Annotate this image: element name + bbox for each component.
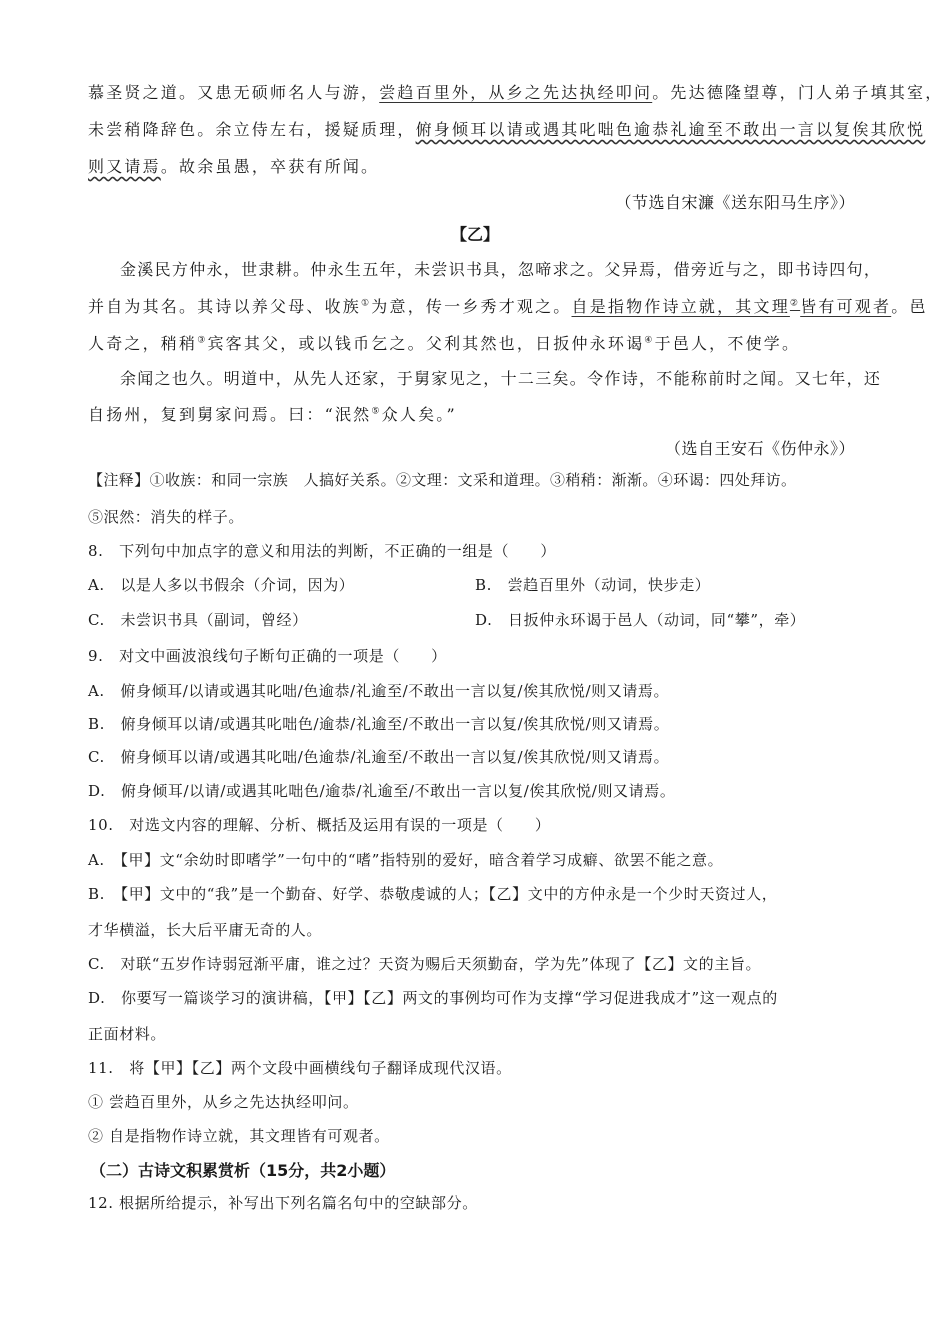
q8-option-c[interactable]: C. 未尝识书具（副词，曾经） <box>88 611 308 629</box>
yi-text: 并自为其名。其诗以养父母、收族 <box>88 297 362 316</box>
jia-line-1-text: 慕圣贤之道。又患无硕师名人与游， <box>88 83 380 102</box>
q11-stem: 11. 将【甲】【乙】两个文段中画横线句子翻译成现代汉语。 <box>88 1059 512 1077</box>
q9-option-d[interactable]: D. 俯身倾耳/以请/或遇其叱咄色/逾恭/礼逾至/不敢出一言以复/俟其欣悦/则又请焉。 <box>88 782 676 800</box>
q9-option-c[interactable]: C. 俯身倾耳以请/或遇其叱咄/色逾恭/礼逾至/不敢出一言以复/俟其欣悦/则又请焉。 <box>88 748 670 766</box>
q10-stem: 10. 对选文内容的理解、分析、概括及运用有误的一项是（ ） <box>88 816 551 834</box>
q10-option-d-line-1[interactable]: D. 你要写一篇谈学习的演讲稿，【甲】【乙】两文的事例均可作为支撑“学习促进我成才”这一观点的 <box>88 989 778 1007</box>
yi-text: 宾客其父，或以钱币乞之。父利其然也，日扳仲永环谒 <box>207 334 645 353</box>
q9-option-a[interactable]: A. 俯身倾耳/以请或遇其叱咄/色逾恭/礼逾至/不敢出一言以复/俟其欣悦/则又请焉。 <box>88 682 670 700</box>
note-marker-5: ⑤ <box>371 406 382 417</box>
note-marker-1: ① <box>361 298 372 309</box>
q8-option-b[interactable]: B. 尝趋百里外（动词，快步走） <box>475 576 711 594</box>
jia-line-2-text: 未尝稍降辞色。余立侍左右，援疑质理， <box>88 120 416 139</box>
notes-line-1: 【注释】①收族：和同一宗族 人搞好关系。②文理：文采和道理。③稍稍：渐渐。④环谒：四处拜访。 <box>88 471 797 489</box>
q10-option-c[interactable]: C. 对联“五岁作诗弱冠渐平庸，谁之过？天资为赐后天须勤奋，学为先”体现了【乙】文的主旨。 <box>88 955 762 973</box>
q8-stem: 8. 下列句中加点字的意义和用法的判断，不正确的一组是（ ） <box>88 542 556 560</box>
q10-option-d-line-2: 正面材料。 <box>88 1025 167 1043</box>
q10-option-b-line-1[interactable]: B. 【甲】文中的“我”是一个勤奋、好学、恭敬虔诚的人；【乙】文中的方仲永是一个少时天资过人， <box>88 885 778 903</box>
jia-wavy-sentence: 俯身倾耳以请或遇其叱咄色逾恭礼逾至不敢出一言以复俟其欣悦 <box>415 120 926 139</box>
yi-heading: 【乙】 <box>450 225 499 244</box>
notes-line-2: ⑤泯然：消失的样子。 <box>88 508 245 526</box>
q8-option-d[interactable]: D. 日扳仲永环谒于邑人（动词，同“攀”，牵） <box>475 611 806 629</box>
q11-sentence-1: ① 尝趋百里外，从乡之先达执经叩问。 <box>88 1093 359 1111</box>
section-2-title: （二）古诗文积累赏析（15分，共2小题） <box>90 1161 396 1180</box>
yi-underlined-sentence: 自是指物作诗立就，其文理 <box>571 297 790 316</box>
yi-text: 于邑人，不使学。 <box>654 334 801 353</box>
yi-text: 为意，传一乡秀才观之。 <box>371 297 572 316</box>
q8-option-a[interactable]: A. 以是人多以书假余（介词，因为） <box>88 576 355 594</box>
note-marker-3: ③ <box>197 335 208 346</box>
yi-paragraph-2-line-1: 余闻之也久。明道中，从先人还家，于舅家见之，十二三矣。令作诗，不能称前时之闻。又七年，还 <box>120 369 882 388</box>
yi-paragraph-1-line-2 <box>88 294 928 317</box>
note-marker-4: ④ <box>644 335 655 346</box>
yi-underlined-sentence-end: 皆有可观者 <box>800 297 892 316</box>
q12-stem: 12. 根据所给提示，补写出下列名篇名句中的空缺部分。 <box>88 1194 478 1212</box>
jia-line-1-tail: 。先达德隆望尊，门人弟子填其室， <box>652 83 944 102</box>
yi-text: 。邑 <box>891 297 928 316</box>
yi-paragraph-2-line-2 <box>88 402 457 425</box>
yi-text: 众人矣。” <box>381 405 457 424</box>
q9-stem: 9. 对文中画波浪线句子断句正确的一项是（ ） <box>88 647 447 665</box>
yi-text: 自扬州，复到舅家问焉。曰：“泯然 <box>88 405 372 424</box>
yi-text: 人奇之，稍稍 <box>88 334 198 353</box>
q9-option-b[interactable]: B. 俯身倾耳以请/或遇其叱咄色/逾恭/礼逾至/不敢出一言以复/俟其欣悦/则又请焉。 <box>88 715 670 733</box>
q11-sentence-2: ② 自是指物作诗立就，其文理皆有可观者。 <box>88 1127 390 1145</box>
yi-paragraph-1-line-3 <box>88 331 800 354</box>
jia-line-2 <box>88 117 925 140</box>
jia-wavy-sentence-end: 则又请焉 <box>88 157 161 176</box>
jia-line-3 <box>88 154 379 177</box>
q10-option-a[interactable]: A. 【甲】文“余幼时即嗜学”一句中的“嗜”指特别的爱好，暗含着学习成癖、欲罢不能之意。 <box>88 851 724 869</box>
yi-source: （选自王安石《伤仲永》） <box>664 439 855 458</box>
yi-paragraph-1-line-1: 金溪民方仲永，世隶耕。仲永生五年，未尝识书具，忽啼求之。父异焉，借旁近与之，即书诗四句， <box>120 260 882 279</box>
jia-underlined-sentence: 尝趋百里外，从乡之先达执经叩问 <box>379 83 653 102</box>
jia-source: （节选自宋濂《送东阳马生序》） <box>615 193 855 212</box>
q10-option-b-line-2: 才华横溢，长大后平庸无奇的人。 <box>88 921 323 939</box>
jia-line-1 <box>88 80 943 103</box>
jia-line-3-tail: 。故余虽愚，卒获有所闻。 <box>160 157 380 176</box>
note-marker-2: ② <box>789 298 801 309</box>
